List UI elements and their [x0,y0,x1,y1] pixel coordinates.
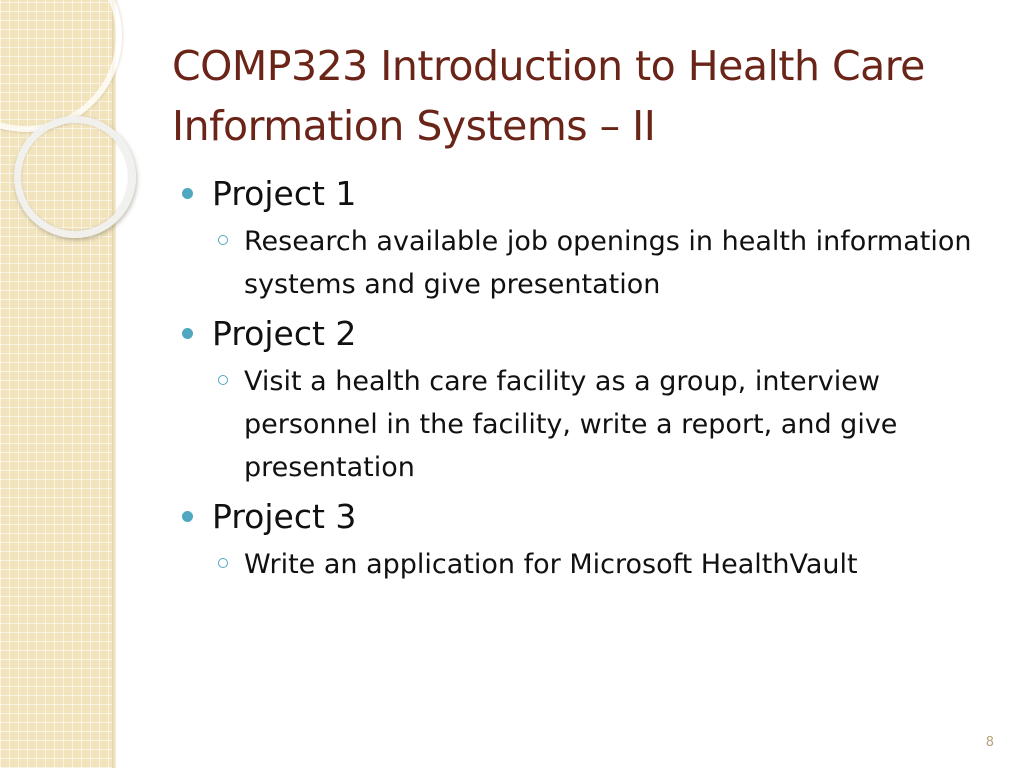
bullet-dot-icon [182,188,193,199]
sub-bullet-text: Research available job openings in health information systems and give presentation [244,226,972,300]
slide-title: COMP323 Introduction to Health Care Information Systems – II [172,42,925,150]
bullet-label: Project 3 [212,497,357,536]
page-number: 8 [985,735,994,750]
bullet-list [182,166,1002,590]
bullet-item [182,310,1002,358]
bullet-label: Project 1 [212,174,357,213]
bullet-label: Project 2 [212,314,357,353]
decorative-ring-icon [14,116,136,238]
sub-bullet-circle-icon [218,235,228,245]
sidebar-edge [112,0,116,768]
sub-bullet-text: Write an application for Microsoft HealthVault [244,549,858,580]
sub-bullet-item [182,220,1002,306]
sub-bullet-item [182,543,1002,586]
bullet-dot-icon [182,328,193,339]
bullet-dot-icon [182,511,193,522]
sub-bullet-item [182,360,1002,489]
bullet-item [182,170,1002,218]
sub-bullet-circle-icon [218,375,228,385]
sub-bullet-circle-icon [218,558,228,568]
bullet-item [182,493,1002,541]
sub-bullet-text: Visit a health care facility as a group, interview personnel in the facility, write a report, and give presentation [244,366,898,483]
